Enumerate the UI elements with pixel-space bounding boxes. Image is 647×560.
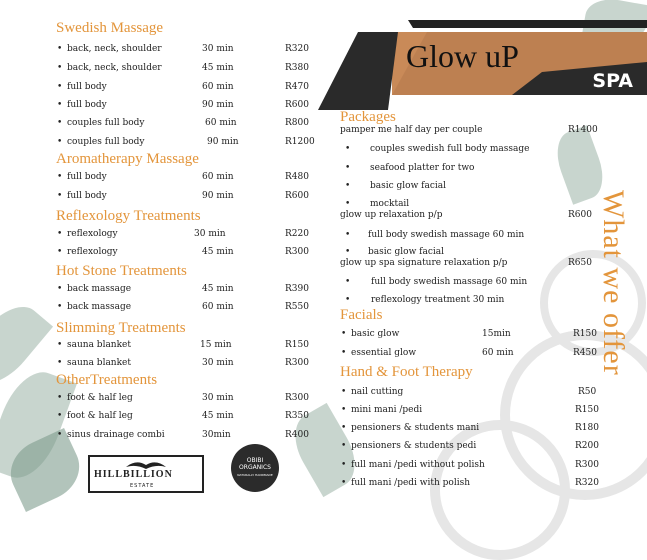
item-name: pensioners & students mani	[351, 423, 480, 433]
item-duration: 30 min	[202, 44, 234, 54]
item-duration: 30 min	[194, 229, 226, 239]
item-name: couples swedish full body massage	[370, 144, 530, 154]
item-name: full mani /pedi with polish	[351, 478, 471, 488]
item-price: R350	[285, 411, 309, 421]
bullet: •	[345, 163, 351, 173]
item-price: R220	[285, 229, 309, 239]
item-duration: 60 min	[202, 172, 234, 182]
item-name: glow up spa signature relaxation p/p	[340, 258, 508, 268]
item-name: essential glow	[351, 348, 417, 358]
obibi-line2: ORGANICS	[239, 464, 271, 471]
heading-slimming: Slimming Treatments	[56, 320, 186, 336]
item-price: R480	[285, 172, 309, 182]
item-name: basic glow	[351, 329, 400, 339]
bullet: •	[345, 230, 351, 240]
bullet: •	[341, 405, 347, 415]
item-price: R800	[285, 118, 309, 128]
item-price: R390	[285, 284, 309, 294]
bullet: •	[345, 199, 351, 209]
bullet: •	[57, 430, 63, 440]
item-duration: 90 min	[202, 191, 234, 201]
item-name: basic glow facial	[370, 181, 447, 191]
heading-packages: Packages	[340, 109, 396, 125]
item-name: sinus drainage combi	[67, 430, 165, 440]
item-name: foot & half leg	[67, 411, 133, 421]
item-duration: 90 min	[202, 100, 234, 110]
item-duration: 45 min	[202, 63, 234, 73]
item-name: full mani /pedi without polish	[351, 460, 485, 470]
bullet: •	[341, 387, 347, 397]
bullet: •	[345, 144, 351, 154]
bullet: •	[345, 247, 351, 257]
item-price: R200	[575, 441, 599, 451]
item-name: full body	[67, 172, 107, 182]
bullet: •	[57, 284, 63, 294]
item-name: basic glow facial	[368, 247, 445, 257]
obibi-line1: OBIBI	[246, 457, 264, 464]
item-duration: 30min	[202, 430, 231, 440]
bullet: •	[341, 423, 347, 433]
item-duration: 15 min	[200, 340, 232, 350]
item-name: full body swedish massage 60 min	[371, 277, 528, 287]
bullet: •	[57, 137, 63, 147]
item-price: R600	[285, 191, 309, 201]
spa-badge: SPA	[592, 70, 633, 92]
bullet: •	[57, 82, 63, 92]
item-duration: 15min	[482, 329, 511, 339]
item-price: R1200	[285, 137, 315, 147]
item-duration: 90 min	[207, 137, 239, 147]
item-name: glow up relaxation p/p	[340, 210, 443, 220]
item-name: couples full body	[67, 137, 145, 147]
item-name: back massage	[67, 302, 132, 312]
item-price: R300	[285, 393, 309, 403]
heading-aromatherapy: Aromatherapy Massage	[56, 151, 199, 167]
item-price: R50	[578, 387, 597, 397]
item-price: R600	[568, 210, 592, 220]
item-duration: 45 min	[202, 284, 234, 294]
item-price: R150	[285, 340, 309, 350]
item-name: nail cutting	[351, 387, 404, 397]
item-duration: 30 min	[202, 393, 234, 403]
bullet: •	[341, 478, 347, 488]
heading-hand-foot: Hand & Foot Therapy	[340, 364, 473, 380]
hillbillion-logo	[88, 455, 204, 493]
bullet: •	[57, 358, 63, 368]
item-price: R300	[285, 247, 309, 257]
bullet: •	[57, 44, 63, 54]
bullet: •	[345, 295, 351, 305]
item-duration: 45 min	[202, 411, 234, 421]
obibi-logo	[231, 444, 279, 492]
item-price: R550	[285, 302, 309, 312]
obibi-line3: NATURALLY HANDMADE	[237, 473, 273, 477]
bullet: •	[345, 181, 351, 191]
bullet: •	[57, 118, 63, 128]
item-name: reflexology treatment 30 min	[371, 295, 505, 305]
item-price: R300	[285, 358, 309, 368]
item-price: R150	[575, 405, 599, 415]
item-name: sauna blanket	[67, 340, 132, 350]
item-name: full body	[67, 82, 107, 92]
bullet: •	[57, 302, 63, 312]
item-price: R470	[285, 82, 309, 92]
item-name: back, neck, shoulder	[67, 63, 162, 73]
bullet: •	[341, 348, 347, 358]
bullet: •	[57, 100, 63, 110]
heading-facials: Facials	[340, 307, 383, 323]
item-name: full body swedish massage 60 min	[368, 230, 525, 240]
item-price: R150	[573, 329, 597, 339]
item-price: R450	[573, 348, 597, 358]
item-name: pamper me half day per couple	[340, 125, 483, 135]
hillbillion-name: HILLBILLION	[94, 469, 173, 480]
item-duration: 60 min	[202, 302, 234, 312]
bullet: •	[57, 247, 63, 257]
vertical-heading-text: What we offer	[597, 190, 630, 376]
item-name: back massage	[67, 284, 132, 294]
hillbillion-sub: ESTATE	[130, 483, 155, 489]
item-name: reflexology	[67, 229, 118, 239]
item-name: foot & half leg	[67, 393, 133, 403]
item-price: R300	[575, 460, 599, 470]
bullet: •	[341, 460, 347, 470]
bullet: •	[57, 340, 63, 350]
item-name: seafood platter for two	[370, 163, 475, 173]
bullet: •	[57, 393, 63, 403]
bullet: •	[341, 329, 347, 339]
item-price: R1400	[568, 125, 598, 135]
item-price: R180	[575, 423, 599, 433]
item-name: full body	[67, 191, 107, 201]
item-price: R400	[285, 430, 309, 440]
item-price: R320	[575, 478, 599, 488]
item-price: R380	[285, 63, 309, 73]
item-duration: 30 min	[202, 358, 234, 368]
item-name: reflexology	[67, 247, 118, 257]
bullet: •	[57, 172, 63, 182]
item-price: R320	[285, 44, 309, 54]
item-price: R600	[285, 100, 309, 110]
bullet: •	[345, 277, 351, 287]
item-name: pensioners & students pedi	[351, 441, 477, 451]
vertical-heading	[592, 190, 632, 460]
heading-hot-stone: Hot Stone Treatments	[56, 263, 187, 279]
item-name: full body	[67, 100, 107, 110]
item-duration: 60 min	[482, 348, 514, 358]
bullet: •	[341, 441, 347, 451]
item-name: back, neck, shoulder	[67, 44, 162, 54]
bullet: •	[57, 191, 63, 201]
item-name: couples full body	[67, 118, 145, 128]
item-name: mini mani /pedi	[351, 405, 423, 415]
item-duration: 45 min	[202, 247, 234, 257]
heading-swedish: Swedish Massage	[56, 20, 164, 36]
bullet: •	[57, 411, 63, 421]
item-duration: 60 min	[202, 82, 234, 92]
spa-title: Glow uP	[406, 38, 519, 74]
heading-reflexology: Reflexology Treatments	[56, 208, 201, 224]
bullet: •	[57, 229, 63, 239]
item-name: sauna blanket	[67, 358, 132, 368]
item-name: mocktail	[370, 199, 410, 209]
item-duration: 60 min	[205, 118, 237, 128]
heading-other: OtherTreatments	[56, 372, 158, 388]
bullet: •	[57, 63, 63, 73]
item-price: R650	[568, 258, 592, 268]
